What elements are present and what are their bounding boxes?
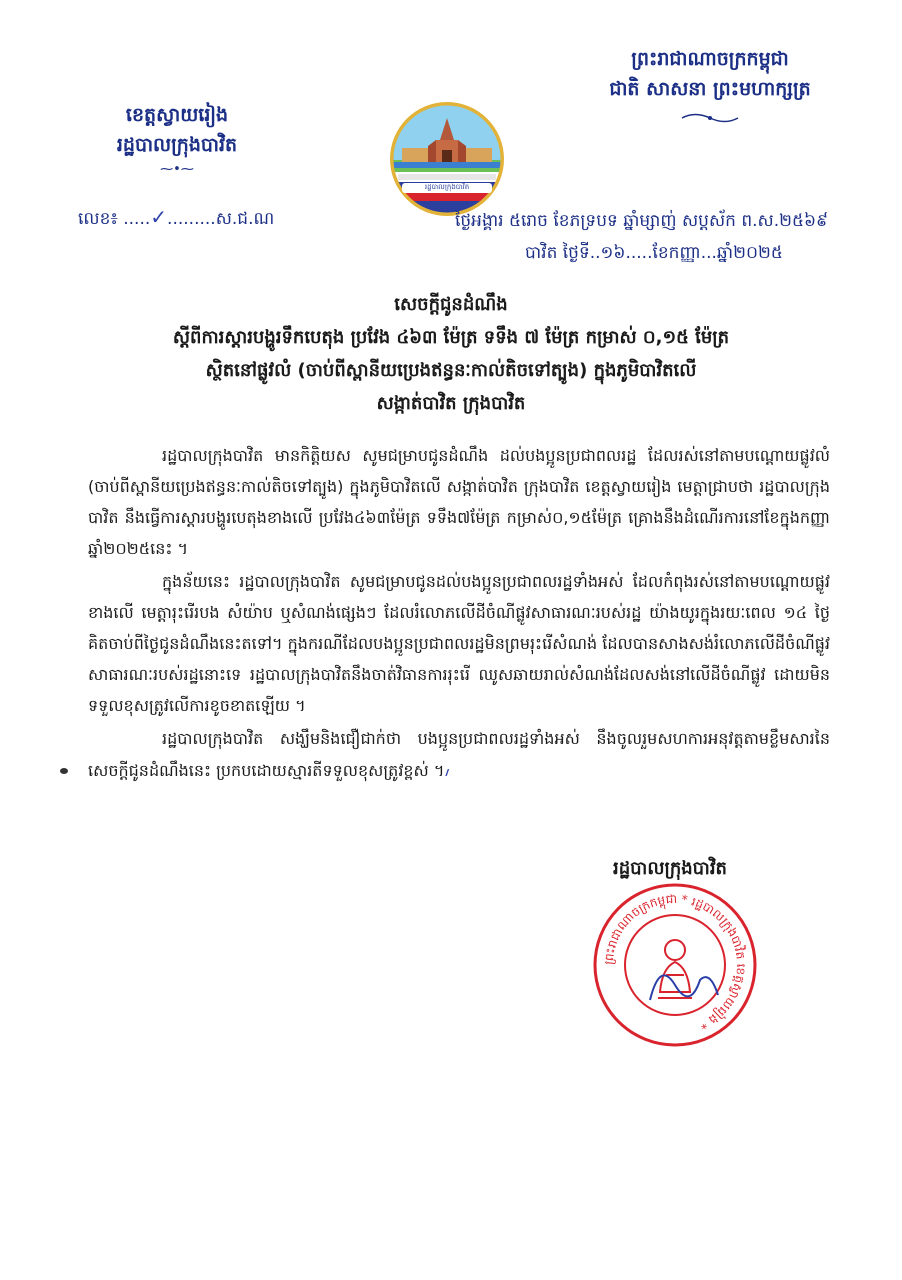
body-paragraph-1: រដ្ឋបាលក្រុងបាវិត មានកិត្តិយស សូមជម្រាបជូនដំណឹង ដល់បងប្អូនប្រជាពលរដ្ឋ ដែលរស់នៅតាមបណ្តោយផ្លូវលំ (ចាប់ពីស្ពានីយប្រេងឥន្ធនៈកាល់តិចទៅត្បូង) ក្នុងភូមិបាវិតលើ សង្កាត់បាវិត ក្រុងបាវិត ខេត្តស្វាយរៀង មេត្តាជ្រាបថា រដ្ឋបាលក្រុងបាវិត នឹងធ្វើការស្តារបង្ហូរបេតុងខាងលើ ប្រវែង៤៦៣ម៉ែត្រ ទទឹង៧ម៉ែត្រ កម្រាស់០,១៥ម៉ែត្រ គ្រោងនឹងដំណើរការនៅខែក្នុងកញ្ញា ឆ្នាំ២០២៥នេះ ។ <box>88 446 830 558</box>
body-paragraph-2: ក្នុងន័យនេះ រដ្ឋបាលក្រុងបាវិត សូមជម្រាបជូនដល់បងប្អូនប្រជាពលរដ្ឋទាំងអស់ ដែលកំពុងរស់នៅតាមបណ្តោយផ្លូវខាងលើ មេត្តារុះរើរបង សំយ៉ាប ឬសំណង់ផ្សេងៗ ដែលរំលោភលើដីចំណីផ្លូវសាធារណៈរបស់រដ្ឋ យ៉ាងយូរក្នុងរយៈពេល ១៤ ថ្ងៃ គិតចាប់ពីថ្ងៃជូនដំណឹងនេះតទៅ។ ក្នុងករណីដែលបងប្អូនប្រជាពលរដ្ឋមិនព្រមរុះរើសំណង់ ដែលបានសាងសង់រំលោភលើដីចំណីផ្លូវសាធារណៈរបស់រដ្ឋនោះទេ រដ្ឋបាលក្រុងបាវិតនឹងចាត់វិធានការរុះរើ ឈូសឆាយរាល់សំណង់ដែលសង់នៅលើដីចំណីផ្លូវ ដោយមិនទទួលខុសត្រូវលើការខូចខាតឡើយ ។ <box>88 572 830 715</box>
kingdom-header <box>575 44 845 104</box>
notice-body <box>88 440 830 788</box>
motto-ornament-icon <box>680 110 740 124</box>
municipality-logo <box>388 100 506 218</box>
notice-subject-line-2: ស្ថិតនៅផ្លូវលំ (ចាប់ពីស្ពានីយប្រេងឥន្ធនៈកាល់តិចទៅត្បូង) ក្នុងភូមិបាវិតលើ <box>205 360 697 381</box>
reference-suffix: ស.ជ.ណ <box>215 209 275 229</box>
national-motto: ជាតិ សាសនា ព្រះមហាក្សត្រ <box>609 78 811 100</box>
reference-number <box>78 205 274 233</box>
notice-heading: សេចក្តីជូនដំណឹង <box>394 294 508 315</box>
body-paragraph-3 <box>88 723 830 786</box>
province-name: ខេត្តស្វាយរៀង <box>125 104 229 126</box>
municipality-name: រដ្ឋបាលក្រុងបាវិត <box>116 134 238 156</box>
seal-text: ព្រះរាជាណាចក្រកម្ពុជា * រដ្ឋបាលក្រុងបាវិត ខេត្តស្វាយរៀង * <box>601 891 749 1033</box>
handwritten-signature <box>640 950 730 1020</box>
date-block <box>455 205 865 269</box>
kingdom-title: ព្រះរាជាណាចក្រកម្ពុជា <box>631 48 789 70</box>
handwritten-end-mark: ៸ <box>444 757 451 781</box>
notice-title-block <box>60 288 842 420</box>
notice-subject-line-3: សង្កាត់បាវិត ក្រុងបាវិត <box>376 393 526 414</box>
lunar-date: ថ្ងៃអង្គារ ៥រោច ខែភទ្របទ ឆ្នាំម្សាញ់ សប្តស័ក ព.ស.២៥៦៩ <box>455 211 829 231</box>
body-paragraph-3-text: រដ្ឋបាលក្រុងបាវិត សង្ឃឹមនិងជឿជាក់ថា បងប្អូនប្រជាពលរដ្ឋទាំងអស់ នឹងចូលរួមសហការអនុវត្តតាមខ្លឹមសារនៃសេចក្តីជូនដំណឹងនេះ ប្រកបដោយស្មារតីទទួលខុសត្រូវខ្ពស់ ។ <box>88 729 830 780</box>
header-ornament: ⁓•⁓ <box>160 162 194 177</box>
solar-date: បាវិត ថ្ងៃទី..១៦.....ខែកញ្ញា...ឆ្នាំ២០២៥ <box>525 243 783 263</box>
reference-dots-2: ......... <box>167 209 216 229</box>
signatory-title: រដ្ឋបាលក្រុងបាវិត <box>613 858 727 879</box>
reference-dots-1: ..... <box>123 209 151 229</box>
margin-dot <box>60 768 68 774</box>
handwritten-tick-icon: ✓ <box>150 205 168 229</box>
notice-subject-line-1: ស្តីពីការស្តារបង្ហូរទឹកបេតុង ប្រវែង ៤៦៣ ម៉ែត្រ ទទឹង ៧ ម៉ែត្រ កម្រាស់ ០,១៥ ម៉ែត្រ <box>172 327 730 348</box>
logo-banner: រដ្ឋបាលក្រុងបាវិត <box>402 183 492 193</box>
reference-prefix: លេខ៖ <box>78 209 124 229</box>
issuer-header <box>92 100 262 160</box>
